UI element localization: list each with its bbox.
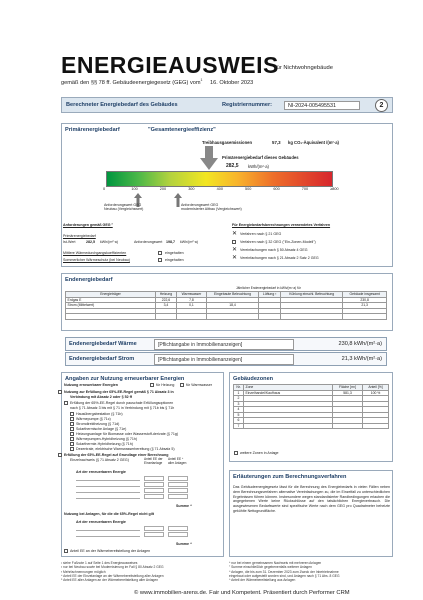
reg-number: NI-2024-005495531 [284,101,360,110]
scale-tick-label: 100 [131,187,138,191]
scale-tick-label: 300 [188,187,195,191]
col-share-all: Anteil EE ⁴ aller Anlagen [168,457,187,465]
emission-value: 57,3 [272,140,281,145]
input-line[interactable] [76,488,140,493]
emission-unit: kg CO₂-Äquivalent /(m²·a) [288,140,339,145]
req-sommer-state: eingehalten [165,258,184,262]
table-cell: Einzelhandel/Kaufhaus [244,390,333,396]
scale-tick-label: 700 [301,187,309,191]
zones-table [233,384,389,429]
final-energy-heading: Endenergiebedarf [65,277,113,283]
procedure-item-label: Vereinfachungen nach § 21 Absatz 2 Satz 2 GEG [240,256,319,260]
table-cell: Erdgas E [66,297,156,303]
table-row [234,423,389,429]
col-header: Heizung [156,292,177,298]
summary-power-note: [Pflichtangabe in Immobilienanzeigen] [154,354,294,365]
req-mean-checkbox[interactable] [158,251,162,255]
document-title: ENERGIEAUSWEIS [61,52,279,78]
summary-heat-value: 230,8 kWh/(m²·a) [338,341,382,347]
arrow-down-icon [200,146,218,170]
checked-x-icon: ✕ [232,231,238,237]
scale-tick-label: ≥800 [330,187,339,191]
table-cell: 0,1 [176,303,206,309]
explanation-text: Das Gebäudeenergiegesetz lässt für die Berechnung des Energiebedarfs in vielen Fällen neben dem Berechnungsverfahren alternative Vereinfachungen zu, die im Einzelfall zu unterschiedlichen Ergebnissen führen können. Insbesondere wegen standardisierter Randbedingungen erlauben die angegebenen Werte keine Rückschlüsse auf den tatsächlichen Energieverbrauch. Die ausgewiesenen Bedarfswerte sind spezifische Werte nach dem GEG pro Quadratmeter beheizte gekühlte Nettogrundfläche. [233,485,390,513]
procedure-item-label: Vereinfachungen nach § 50 Absatz 4 GEG [240,248,308,252]
col-header: Kühlung einschl. Befeuchtung [281,292,343,298]
footnote: eingebaut oder aufgestellt worden sind, und Anlagen nach § 71 Abs. 8 GEG [229,573,340,578]
option-label: Dezentrale, elektrische Warmwasserbereitung (§ 71 Absatz 5) [76,447,175,451]
footnote: ² nur bei Neubau sowie bei Modernisierung im Fall § 80 Absatz 2 GEG [61,565,164,570]
table-cell: 7,8 [176,297,206,303]
footnote: ⁷ Summe einschließlich gegebenenfalls weiterer Anlagen [229,565,312,570]
table-cell [363,423,389,429]
table-cell: 5 [234,412,244,418]
req-primary-label: Primärenergiebedarf [63,234,96,238]
option-checkbox[interactable] [70,442,74,446]
table-cell: 2 [234,396,244,402]
req-ist-label: Ist-Wert [63,240,76,244]
more-zones-label: weitere Zonen in Anlage [240,451,279,455]
table-cell [244,423,333,429]
explanation-section [229,470,393,557]
footnote: ⁸ Anlagen, die bis zum 31. Dezember 2023 zum Zweck der Inbetriebnahme [229,569,339,574]
option-checkbox[interactable] [70,417,74,421]
option-label: Hausübergabestation (§ 71b) [76,412,123,416]
note-checkbox[interactable] [64,549,68,553]
option-checkbox[interactable] [58,453,62,457]
share-field[interactable] [168,494,188,499]
subtitle-sup: 1 [200,78,203,82]
table-cell: 3,4 [156,303,177,309]
col-header: Anteil [%] [363,385,389,391]
table-cell [343,314,387,320]
heating-label: für Heizung [156,383,175,387]
renewable-heading: Angaben zur Nutzung erneuerbarer Energien [65,376,185,382]
col-type: Art der erneuerbaren Energie [76,470,126,474]
subtitle-text: gemäß den §§ 78 ff. Gebäudeenergiegesetz (GEG) vom [61,79,201,86]
option-label: Einzelnachweis (§ 71 Absatz 2 GEG) [70,458,129,462]
explanation-heading: Erläuterungen zum Berechnungsverfahren [233,474,347,480]
option-label: Solarthermische Anlage (§ 71e) [76,427,127,431]
building-demand-value: 282,5 [226,163,239,169]
renewable-note: Anteil EE an der Wärmebereitstellung der Anlagen [70,549,151,553]
table-cell: 3 [234,401,244,407]
scale-tick-label: 200 [159,187,167,191]
footnote: ¹ siehe Fußnote 1 auf Seite 1 des Energieausweises [61,561,138,565]
req-sommer-checkbox[interactable] [158,258,162,262]
table-cell [156,314,177,320]
option-checkbox[interactable] [64,401,68,405]
page-number: 2 [375,99,388,112]
share-field[interactable] [168,482,188,487]
option-label: Verbindung mit Absatz 2 oder § 52 ff [70,395,132,399]
subtitle [61,78,253,86]
final-energy-note: Jährlicher Endenergiebedarf in kWh/(m²·a) für [236,286,301,290]
building-demand-label: Primärenergiebedarf dieses Gebäudes [222,155,299,160]
table-cell [259,314,281,320]
share-field[interactable] [144,526,164,531]
zones-heading: Gebäudezonen [233,376,274,382]
option-checkbox[interactable] [70,412,74,416]
watermark-text: © www.immobilien-arens.de. Fair und Kompetent. Präsentiert durch Performer CRM [134,590,350,596]
heating-checkbox[interactable] [150,383,154,387]
option-label: Wärmepumpen-Hybridheizung (§ 71h) [76,437,138,441]
table-cell [176,314,206,320]
watermark-bar [0,585,423,600]
col-header: Lüftung ³ [259,292,281,298]
calculation-bar-label: Berechneter Energiebedarf des Gebäudes [66,102,178,108]
table-cell: 6 [234,418,244,424]
procedure-item-label: Verfahren nach § 32 GEG ("Ein-Zonen-Modell") [240,240,316,244]
renewable-sub2-type: Art der erneuerbaren Energie [76,520,126,524]
req-ist-value: 282,5 [86,240,95,244]
summary-power-label: Endenergiebedarf Strom [69,356,135,362]
table-cell: 4 [234,407,244,413]
final-energy-table [65,291,387,320]
scale-tick-label: 600 [273,187,280,191]
share-field[interactable] [144,476,164,481]
share-field[interactable] [144,482,164,487]
col-header: Gebäude insgesamt [343,292,387,298]
procedure-item-label: Verfahren nach § 21 GEG [240,232,282,236]
summary-power [65,352,387,366]
footnote: ⁴ Anteil EE der Einzelanlage an der Wärmebereitstellung aller Anlagen [61,573,164,578]
col-header: Fläche [m²] [333,385,363,391]
footnote: ³ Mehrfachnennungen möglich [61,569,106,574]
more-zones-checkbox[interactable] [234,451,238,455]
emission-label: Treibhausgasemissionen [202,140,253,145]
input-line[interactable] [76,526,140,531]
footnote: ⁵ Anteil EE aller Anlagen an der Wärmebereitstellung aller Anlagen [61,578,159,583]
scale-tick-label: 0 [103,187,106,191]
summary-heat-note: [Pflichtangabe in Immobilienanzeigen] [154,339,294,350]
primary-energy-heading: Primärenergiebedarf [65,127,120,133]
input-line[interactable] [76,476,140,481]
table-cell [66,314,156,320]
issue-date: 16. Oktober 2023 [210,79,254,86]
building-demand-unit: kWh/(m²·a) [248,164,269,169]
option-checkbox[interactable] [58,390,62,394]
option-checkbox[interactable] [70,447,74,451]
ref-new-building: Anforderungswert GEG Neubau (Vergleichswert) [104,203,144,212]
share-field[interactable] [168,526,188,531]
primary-energy-subheading: "Gesamtenergieeffizienz" [148,127,216,133]
req-anf-value: 198,7 [166,240,175,244]
table-cell: 7 [234,423,244,429]
col-header: Eingebaute Beleuchtung [206,292,258,298]
table-cell: 230,8 [343,297,387,303]
req-mean-label: Mittlere Wärmedurchgangskoeffizienten [63,251,127,255]
option-checkbox[interactable] [70,432,74,436]
share-field[interactable] [144,488,164,493]
req-anf-label: Anforderungswert [134,240,163,244]
reg-label: Registriernummer: [222,102,273,108]
title-suffix: für Nichtwohngebäude [275,65,334,71]
share-field[interactable] [168,488,188,493]
calculation-bar [61,97,393,113]
req-anf-unit: kWh/(m²·a) [180,240,198,244]
share-field[interactable] [168,476,188,481]
input-line[interactable] [76,532,140,537]
input-line[interactable] [76,494,140,499]
renewable-sub2: Nutzung bei Anlagen, für die die 65%-Regel nicht gilt [64,512,154,516]
option-label: Stromdirektheizung (§ 71d) [76,422,120,426]
req-sommer-label: Sommerlicher Wärmeschutz (bei Neubau) [63,258,130,262]
sum2-label: Summe ⁴ [176,542,192,546]
checked-x-icon: ✕ [232,247,238,253]
option-label: Nutzung zur Erfüllung der 65%-EE-Regel gemäß § 71 Absatz 3 in [64,390,174,394]
option-label: Erfüllung der 65%-EE-Regel durch pauschale Erfüllungsoptionen [70,401,174,405]
scale-tick-label: 400 [216,187,223,191]
table-cell: 21,3 [343,303,387,309]
col-header: Nr. [234,385,244,391]
footnote: ⁹ Anteil der Wärmebereitstellung aus Anlagen [229,578,296,583]
ref-modernised-building: Anforderungswert GEG modernisierter Altbau (Vergleichswert) [181,203,242,212]
col-header: Zone [244,385,333,391]
col-header: Energieträger [66,292,156,298]
table-cell [333,423,363,429]
option-label: Solarthermie-Hybridheizung (§ 71h) [76,442,133,446]
scale-tick-label: 500 [245,187,252,191]
energy-scale-bar [106,171,333,187]
share-field[interactable] [168,532,188,537]
table-cell: 581,3 [333,390,363,396]
procedure-heading: Für Energiebedarfsberechnungen verwendetes Verfahren [232,223,331,227]
col-header: Warmwasser [176,292,206,298]
footnote: ⁶ nur bei einem gemeinsamen Nachweis mit mehreren Anlagen [229,561,322,565]
checked-x-icon: ✕ [232,255,238,261]
table-row [66,314,387,320]
summary-heat [65,337,387,351]
warmwater-label: für Warmwasser [186,383,213,387]
option-checkbox[interactable] [70,422,74,426]
option-checkbox[interactable] [70,437,74,441]
table-cell: 100 % [363,390,389,396]
summary-power-value: 21,3 kWh/(m²·a) [341,356,382,362]
sum-label: Summe ⁴ [176,504,192,508]
warmwater-checkbox[interactable] [180,383,184,387]
table-cell [206,314,258,320]
option-label: nach § 71 Absatz 3 bis mit § 71 in Verbindung mit § 71b bis § 71h [70,406,175,410]
req-ist-unit: kWh/(m²·a) [100,240,118,244]
table-cell [281,314,343,320]
share-field[interactable] [144,532,164,537]
option-label: Erfüllung der 65%-EE-Regel auf Grundlage einer Berechnung [64,453,169,457]
table-cell: 222,6 [156,297,177,303]
table-cell: Strom (Mittelwert) [66,303,156,309]
req-mean-state: eingehalten [165,251,184,255]
col-share-single: Anteil EE der Einzelanlage [144,457,163,465]
checkbox [232,240,236,244]
table-cell: 18,4 [206,303,258,309]
input-line[interactable] [76,482,140,487]
renewable-sub1: Nutzung erneuerbarer Energien [64,383,118,387]
option-label: Wärmepumpe (§ 71c) [76,417,111,421]
table-cell: 1 [234,390,244,396]
option-checkbox[interactable] [70,427,74,431]
share-field[interactable] [144,494,164,499]
requirements-heading: Anforderungen gemäß GEG ² [63,223,113,227]
option-label: Heizungsanlage für Biomasse oder Wasserstoff-derivate (§ 71g) [76,432,179,436]
summary-heat-label: Endenergiebedarf Wärme [69,341,137,347]
